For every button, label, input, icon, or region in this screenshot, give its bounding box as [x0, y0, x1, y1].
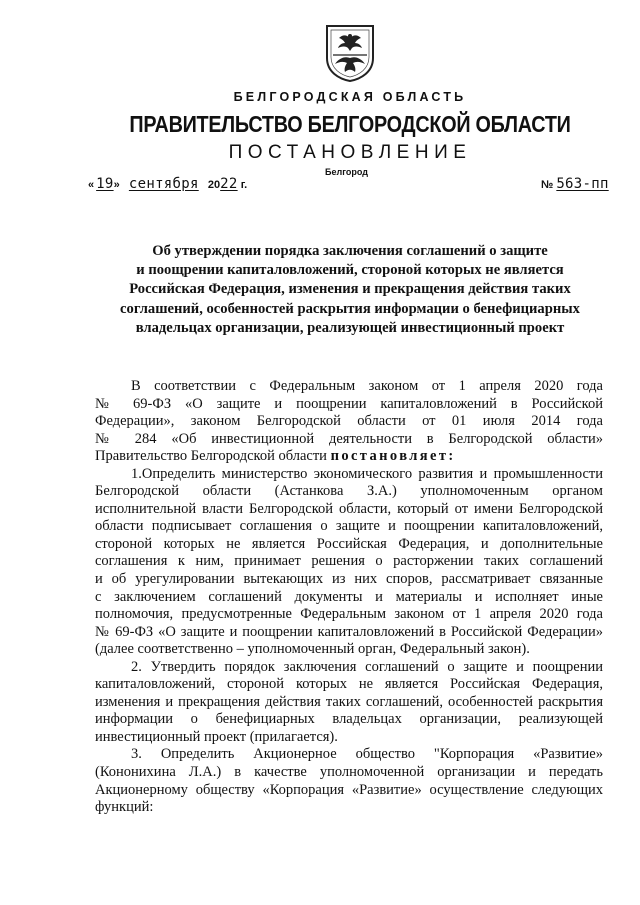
decree-word: постановляет:: [330, 448, 456, 465]
region-heading: БЕЛГОРОДСКАЯ ОБЛАСТЬ: [233, 90, 467, 104]
body-line: и об урегулировании вытекающих из них споров, рассматривает связанные: [95, 571, 603, 588]
belgorod-coat-of-arms-icon: [325, 24, 375, 82]
date-close-quote: »: [113, 179, 120, 191]
body-line: (Кононихина Л.А.) в качестве уполномоченной организации и передать: [95, 764, 603, 781]
body-line: стороной которых не является Российская Федерация, и дополнительные: [95, 535, 603, 552]
date-open-quote: «: [88, 179, 95, 191]
body-line: Федерации», законом Белгородской области от 01 июля 2014 года: [95, 413, 603, 430]
body-line: № 69-ФЗ «О защите и поощрении капиталовложений в Российской Федерации»: [95, 623, 603, 640]
body-line: № 69-ФЗ «О защите и поощрении капиталовложений в Российской: [95, 395, 603, 412]
body-line: 2. Утвердить порядок заключения соглашений о защите и поощрении: [131, 658, 603, 675]
date-month: сентября: [128, 176, 199, 192]
body-line: В соответствии с Федеральным законом от 1 апреля 2020 года: [131, 378, 603, 394]
date-year-prefix: 20: [207, 179, 221, 191]
document-title: [110, 242, 590, 338]
body-line: [95, 448, 603, 466]
body-line: № 284 «Об инвестиционной деятельности в Белгородской области»: [95, 430, 603, 447]
body-line: исполнительной власти Белгородской области, который от имени Белгородской: [95, 500, 603, 517]
body-line: информации о бенефициарных владельцах организации, реализующей: [95, 711, 603, 728]
document-type-heading: ПОСТАНОВЛЕНИЕ: [228, 142, 472, 163]
body-line: капиталовложений, стороной которых не является Российская Федерация,: [95, 676, 603, 693]
date-year-suffix: 22: [220, 176, 238, 192]
body-line: Белгородской области (Астанкова З.А.) уполномоченным органом: [95, 483, 603, 500]
document-body: [95, 378, 603, 817]
date-day: 19: [96, 176, 114, 192]
body-line: полномочия, предусмотренные Федеральным законом от 1 апреля 2020 года: [95, 606, 603, 623]
number-value: 563-пп: [556, 176, 609, 192]
body-line: 3. Определить Акционерное общество "Корпорация «Развитие»: [131, 746, 603, 763]
body-line: области подписывает соглашения о защите и поощрении капиталовложений,: [95, 518, 603, 535]
government-heading: ПРАВИТЕЛЬСТВО БЕЛГОРОДСКОЙ ОБЛАСТИ: [129, 111, 571, 137]
date-year-mark: г.: [240, 179, 248, 191]
body-line-text: Правительство Белгородской области: [95, 448, 327, 465]
number-sign: №: [541, 179, 554, 191]
body-line: соглашения к ним, принимает решения о расторжении таких соглашений: [95, 553, 603, 570]
title-line: и поощрении капиталовложений, стороной которых не является: [136, 262, 564, 279]
decree-number: [541, 176, 609, 192]
city-label: Белгород: [325, 167, 368, 177]
title-line: владельцах организации, реализующей инвестиционный проект: [135, 319, 565, 336]
title-line: Об утверждении порядка заключения соглашений о защите: [152, 243, 548, 259]
title-line: соглашений, особенностей раскрытия информации о бенефициарных: [120, 300, 580, 317]
body-line: с заключением соглашений документы и материалы и исполняет иные: [95, 588, 603, 605]
body-line: 1.Определить министерство экономического развития и промышленности: [131, 465, 603, 482]
body-line: инвестиционный проект (прилагается).: [95, 728, 338, 745]
decree-date: [88, 176, 247, 192]
body-line: функций:: [95, 799, 154, 816]
body-line: (далее соответственно – уполномоченный орган, Федеральный закон).: [95, 641, 530, 658]
body-line: Акционерному обществу «Корпорация «Развитие» осуществление следующих: [95, 781, 603, 798]
title-line: Российская Федерация, изменения и прекращения действия таких: [129, 281, 571, 298]
body-line: изменения и прекращения действия таких соглашений, особенностей раскрытия: [95, 693, 603, 710]
